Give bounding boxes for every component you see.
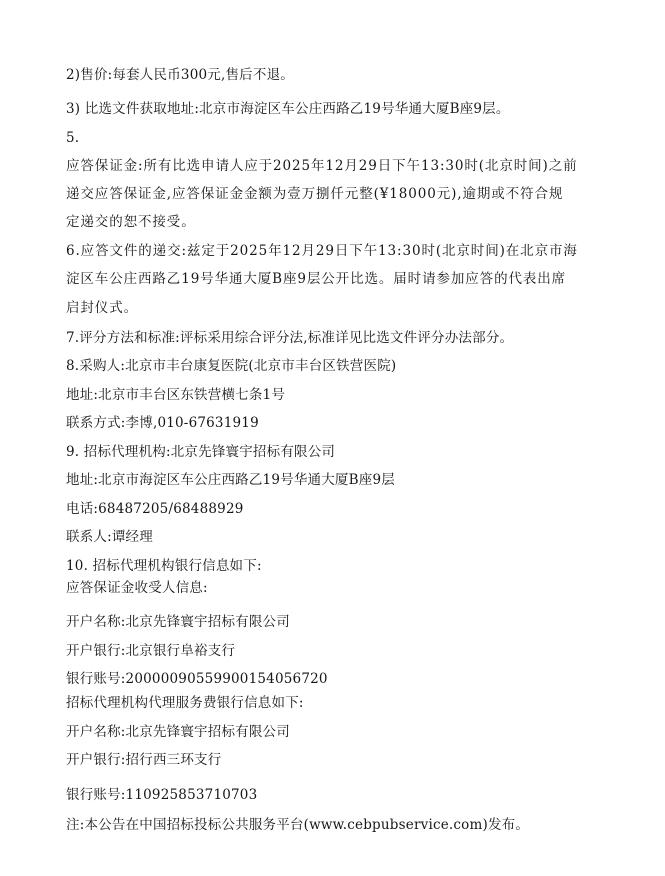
submission-line-2: 淀区车公庄西路乙19号华通大厦B座9层公开比选。届时请参加应答的代表出席 xyxy=(66,271,567,287)
deposit-line-3: 定递交的恕不接受。 xyxy=(66,214,196,230)
bank-name-2: 开户银行:招行西三环支行 xyxy=(66,752,222,768)
account-number-1: 银行账号:20000090559900154056720 xyxy=(66,671,328,687)
bank-name-1: 开户银行:北京银行阜裕支行 xyxy=(66,643,236,659)
deposit-recipient-heading: 应答保证金收受人信息: xyxy=(66,580,208,596)
purchaser-line: 8.采购人:北京市丰台康复医院(北京市丰台区铁营医院) xyxy=(66,358,397,374)
submission-line-1: 6.应答文件的递交:兹定于2025年12月29日下午13:30时(北京时间)在北京市海 xyxy=(66,243,578,259)
file-address-line: 3) 比选文件获取地址:北京市海淀区车公庄西路乙19号华通大厦B座9层。 xyxy=(66,101,510,117)
agency-address-line: 地址:北京市海淀区车公庄西路乙19号华通大厦B座9层 xyxy=(66,472,395,488)
deposit-line-1: 应答保证金:所有比选申请人应于2025年12月29日下午13:30时(北京时间)之前 xyxy=(66,158,578,174)
account-number-2: 银行账号:110925853710703 xyxy=(66,787,258,803)
account-name-1: 开户名称:北京先锋寰宇招标有限公司 xyxy=(66,614,290,630)
price-line: 2)售价:每套人民币300元,售后不退。 xyxy=(66,67,294,83)
bank-info-heading: 10. 招标代理机构银行信息如下: xyxy=(66,558,262,574)
purchaser-address-line: 地址:北京市丰台区东铁营横七条1号 xyxy=(66,387,286,403)
publication-note: 注:本公告在中国招标投标公共服务平台(www.cebpubservice.com)发布。 xyxy=(66,817,530,833)
service-fee-bank-heading: 招标代理机构代理服务费银行信息如下: xyxy=(66,695,304,711)
deposit-line-2: 递交应答保证金,应答保证金金额为壹万捌仟元整(¥18000元),逾期或不符合规 xyxy=(66,186,564,202)
account-name-2: 开户名称:北京先锋寰宇招标有限公司 xyxy=(66,724,290,740)
agency-phone-line: 电话:68487205/68488929 xyxy=(66,501,244,517)
evaluation-line: 7.评分方法和标准:评标采用综合评分法,标准详见比选文件评分办法部分。 xyxy=(66,330,514,346)
submission-line-3: 启封仪式。 xyxy=(66,300,138,316)
section-5-number: 5. xyxy=(66,130,80,146)
agency-contact-line: 联系人:谭经理 xyxy=(66,529,153,545)
agency-line: 9. 招标代理机构:北京先锋寰宇招标有限公司 xyxy=(66,444,336,460)
purchaser-contact-line: 联系方式:李博,010-67631919 xyxy=(66,415,259,431)
